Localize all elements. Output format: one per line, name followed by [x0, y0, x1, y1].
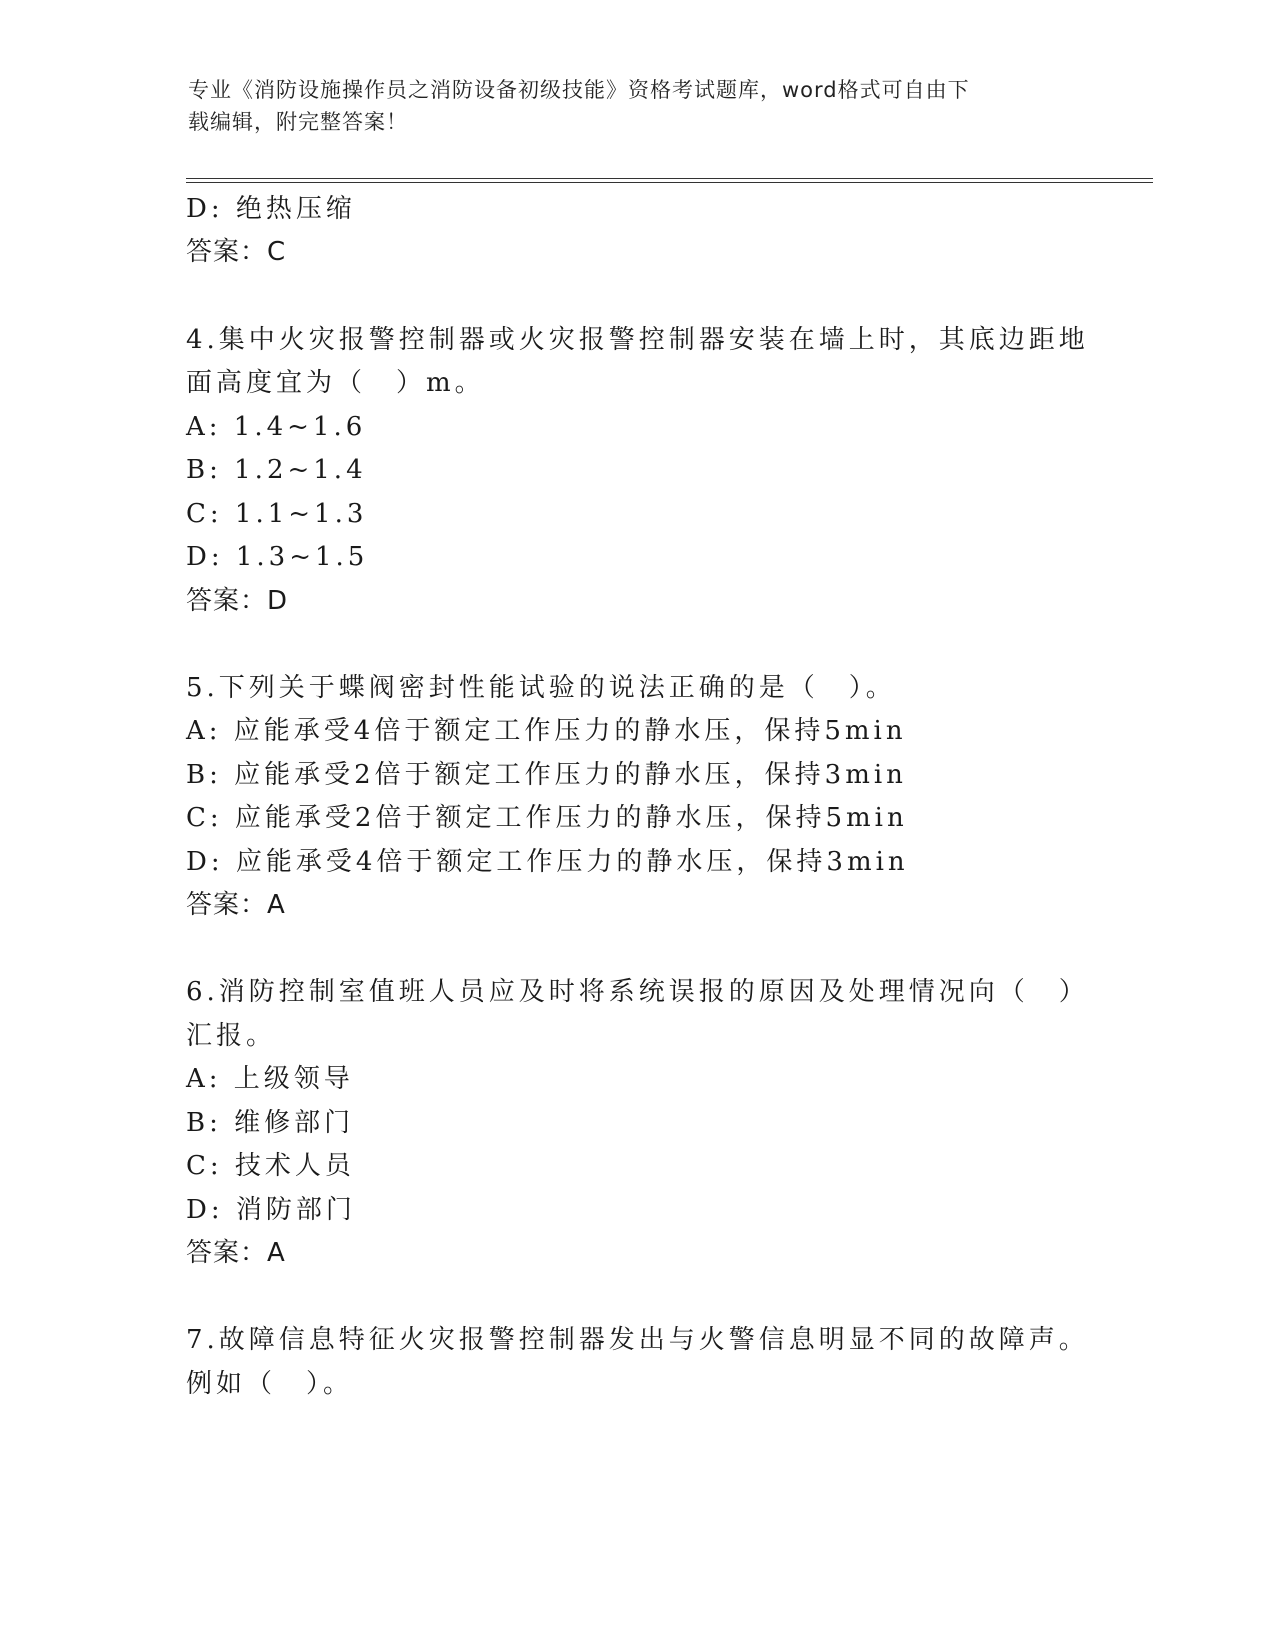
question-5-answer: 答案：A — [186, 890, 286, 920]
question-6-answer: 答案：A — [186, 1238, 286, 1268]
question-4-option-b: B: 1.2~1.4 — [186, 455, 367, 485]
question-5-option-b: B: 应能承受2倍于额定工作压力的静水压，保持3min — [186, 760, 907, 790]
question-7-stem-line-1: 7.故障信息特征火灾报警控制器发出与火警信息明显不同的故障声。 — [186, 1325, 1089, 1355]
question-6-option-a: A: 上级领导 — [186, 1064, 354, 1094]
question-5-option-c: C: 应能承受2倍于额定工作压力的静水压，保持5min — [186, 803, 908, 833]
header-divider-top — [186, 178, 1153, 179]
question-4-stem-line-2: 面高度宜为（ ）m。 — [186, 368, 485, 398]
question-5-stem: 5.下列关于蝶阀密封性能试验的说法正确的是（ ）。 — [186, 673, 896, 703]
question-5-option-d: D: 应能承受4倍于额定工作压力的静水压，保持3min — [186, 847, 909, 877]
question-6-option-c: C: 技术人员 — [186, 1151, 355, 1181]
question-6-stem-line-2: 汇报。 — [186, 1021, 277, 1051]
option-d: D: 绝热压缩 — [186, 194, 356, 224]
question-4-option-d: D: 1.3~1.5 — [186, 542, 369, 572]
header-line-2: 载编辑，附完整答案！ — [188, 110, 408, 134]
question-4-stem-line-1: 4.集中火灾报警控制器或火灾报警控制器安装在墙上时，其底边距地 — [186, 325, 1089, 355]
question-5-option-a: A: 应能承受4倍于额定工作压力的静水压，保持5min — [186, 716, 907, 746]
question-4-answer: 答案：D — [186, 586, 289, 616]
header-divider-bottom — [186, 182, 1153, 183]
answer-line: 答案：C — [186, 237, 287, 267]
question-6-option-b: B: 维修部门 — [186, 1108, 355, 1138]
question-4-option-c: C: 1.1~1.3 — [186, 499, 368, 529]
question-6-stem-line-1: 6.消防控制室值班人员应及时将系统误报的原因及处理情况向（ ） — [186, 977, 1089, 1007]
question-4-option-a: A: 1.4~1.6 — [186, 412, 367, 442]
document-header — [188, 74, 1068, 138]
question-7-stem-line-2: 例如（ ）。 — [186, 1369, 354, 1399]
question-6-option-d: D: 消防部门 — [186, 1195, 356, 1225]
header-line-1: 专业《消防设施操作员之消防设备初级技能》资格考试题库，word格式可自由下 — [188, 78, 970, 102]
